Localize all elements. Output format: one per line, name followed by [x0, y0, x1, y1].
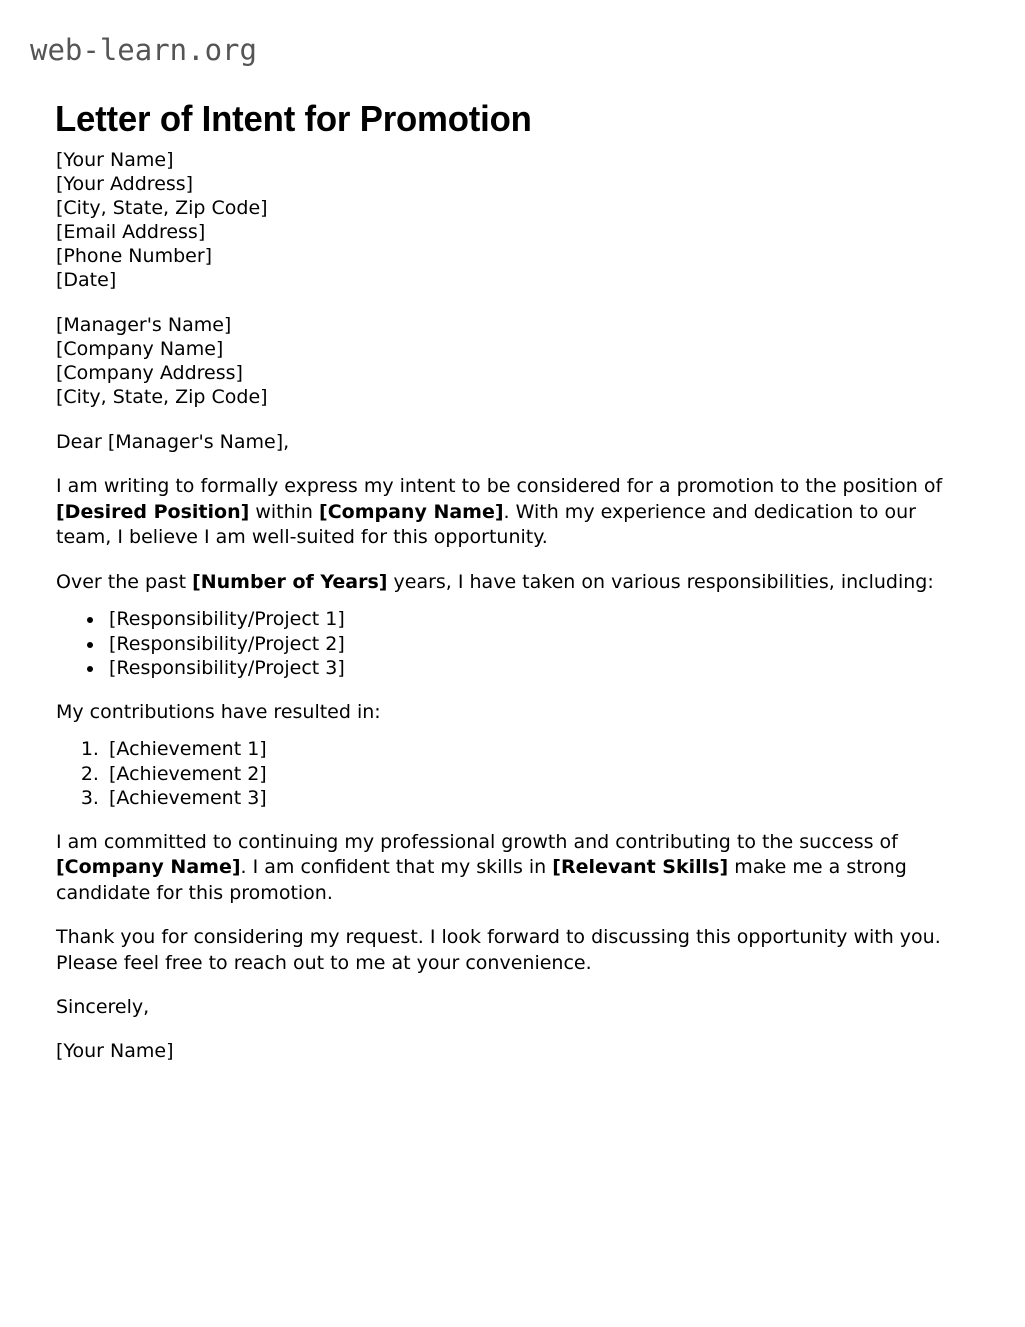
sender-address-block: [56, 148, 972, 292]
desired-position-placeholder: [Desired Position]: [56, 500, 250, 523]
closing-line: Sincerely,: [56, 996, 150, 1018]
commitment-text-part3: make me a strong candidate for this promotion.: [56, 856, 907, 904]
list-item: 1. [Achievement 1]: [105, 737, 972, 762]
list-item: • [Responsibility/Project 2]: [105, 632, 972, 657]
commitment-paragraph: [56, 830, 972, 907]
sender-line: [Your Address]: [56, 173, 194, 195]
list-item: • [Responsibility/Project 1]: [105, 607, 972, 632]
intent-text-part2: within: [249, 500, 320, 523]
recipient-line: [Company Address]: [56, 362, 243, 384]
intent-text-part1: I am writing to formally express my intent to be considered for a promotion to the position of: [56, 475, 943, 497]
achievements-list: [56, 737, 972, 811]
experience-paragraph: [56, 570, 972, 596]
commitment-text-part2: . I am confident that my skills in: [240, 856, 553, 878]
sender-line: [Date]: [56, 269, 117, 291]
sender-line: [Phone Number]: [56, 245, 213, 267]
number-of-years-placeholder: [Number of Years]: [192, 570, 388, 593]
relevant-skills-placeholder: [Relevant Skills]: [552, 856, 729, 878]
sender-line: [Your Name]: [56, 149, 174, 171]
list-item: • [Responsibility/Project 3]: [105, 656, 972, 681]
company-name-placeholder: [Company Name]: [319, 500, 504, 523]
recipient-line: [Company Name]: [56, 338, 224, 360]
intent-text-part3: . With my experience and dedication to our team, I believe I am well-suited for this opportunity.: [56, 500, 916, 548]
sender-line: [Email Address]: [56, 221, 206, 243]
sender-line: [City, State, Zip Code]: [56, 197, 268, 219]
experience-text-part1: Over the past: [56, 570, 193, 593]
letter-body: [56, 148, 972, 1064]
salutation: Dear [Manager's Name],: [56, 431, 290, 453]
commitment-text-part1: I am committed to continuing my professional growth and contributing to the success of: [56, 830, 898, 853]
responsibilities-list: [56, 607, 972, 681]
recipient-line: [Manager's Name]: [56, 314, 232, 336]
list-item: 3. [Achievement 3]: [105, 786, 972, 811]
experience-text-part2: years, I have taken on various responsibilities, including:: [387, 570, 934, 593]
company-name-placeholder: [Company Name]: [56, 856, 241, 878]
contributions-intro: My contributions have resulted in:: [56, 700, 381, 723]
signature-line: [Your Name]: [56, 1040, 174, 1062]
intent-paragraph: [56, 474, 972, 551]
site-watermark: web-learn.org: [30, 33, 257, 67]
list-item: 2. [Achievement 2]: [105, 762, 972, 787]
recipient-line: [City, State, Zip Code]: [56, 386, 268, 408]
recipient-address-block: [56, 313, 972, 409]
thank-you-paragraph: Thank you for considering my request. I look forward to discussing this opportunity with you. Please feel free to reach out to me at your convenience.: [56, 926, 941, 974]
page-title: Letter of Intent for Promotion: [55, 98, 532, 140]
